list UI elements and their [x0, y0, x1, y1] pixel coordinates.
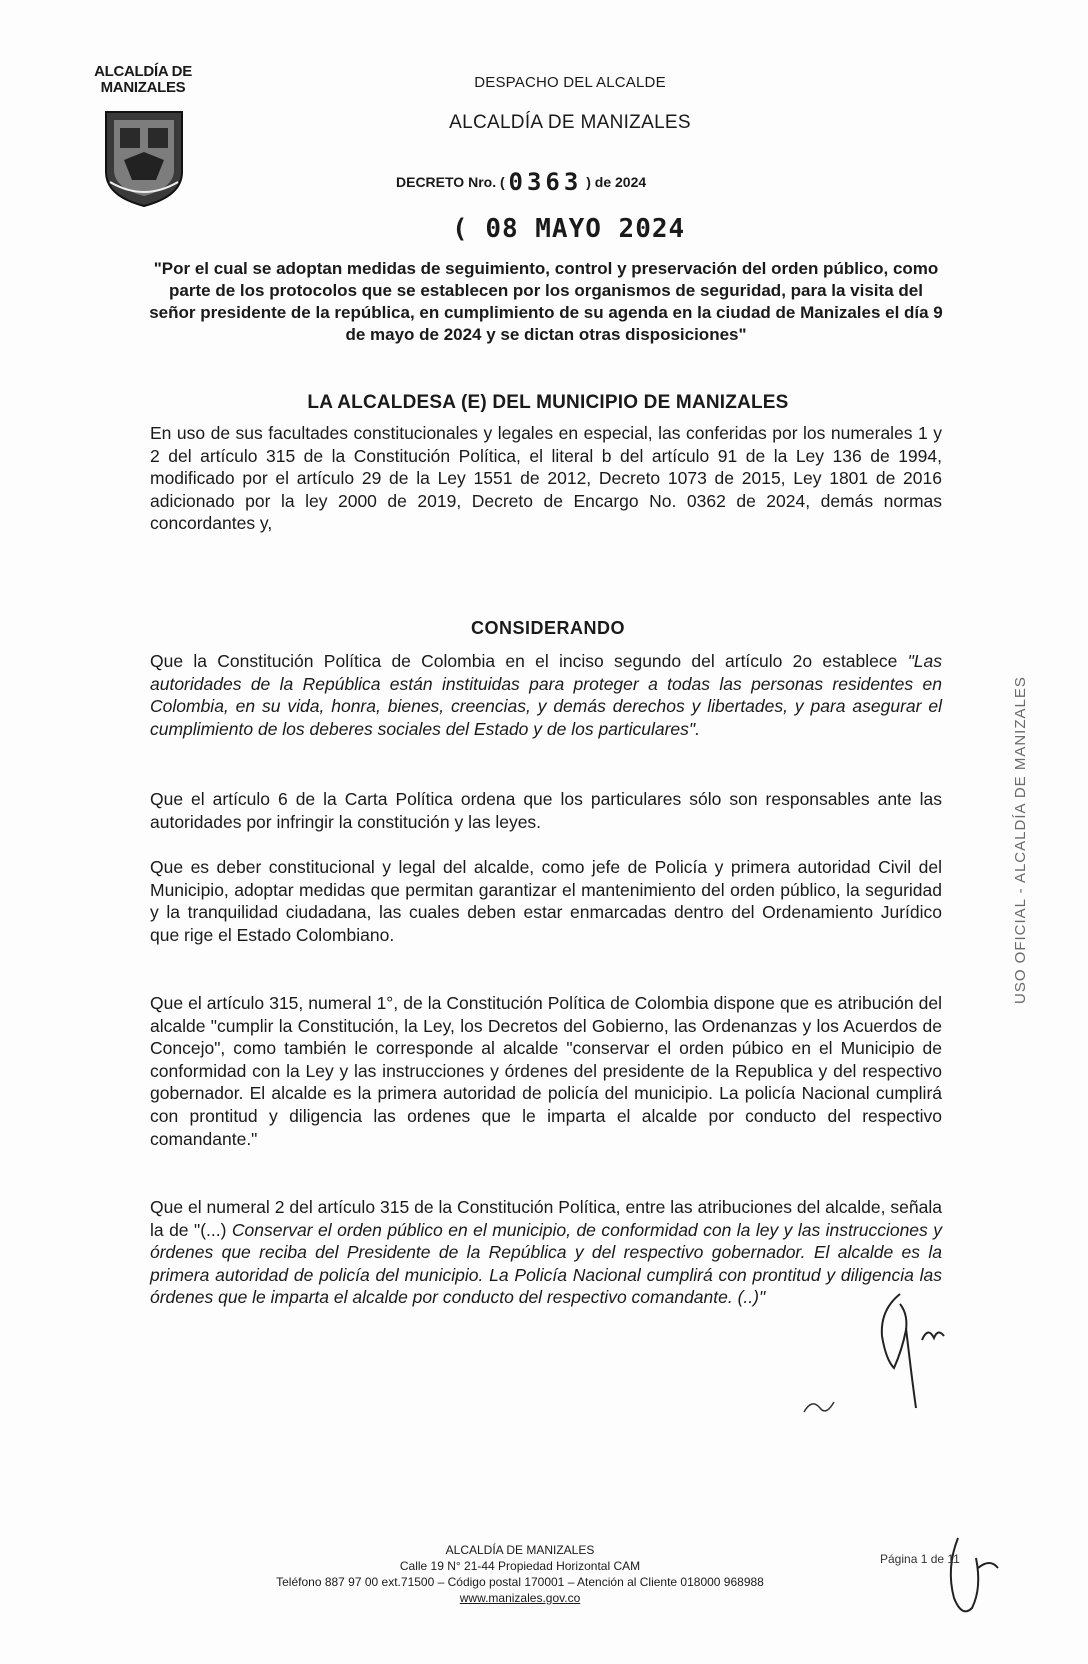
side-stamp: USO OFICIAL - ALCALDÍA DE MANIZALES [1012, 676, 1029, 1004]
paragraph-5 [150, 1196, 942, 1309]
intro-paragraph: En uso de sus facultades constitucionales y legales en especial, las conferidas por los numerales 1 y 2 del artículo 315 de la Constitución Política, el literal b del artículo 91 de la Ley 136 de 1994, modificado por el artículo 29 de la Ley 1551 de 2012, Decreto 1073 de 2015, Ley 1801 de 2016 adicionado por la ley 2000 de 2019, Decreto de Encargo No. 0362 de 2024, demás normas concordantes y, [150, 423, 942, 534]
date-stamp: ( 08 MAYO 2024 [452, 214, 686, 244]
paragraph-1-text: Que la Constitución Política de Colombia en el inciso segundo del artículo 2o establece [150, 651, 908, 671]
page-number: Página 1 de 11 [880, 1552, 960, 1566]
paragraph-4: Que el artículo 315, numeral 1°, de la Constitución Política de Colombia dispone que es atribución del alcalde "cumplir la Constitución, la Ley, los Decretos del Gobierno, las Ordenanzas y los Acuerdos de Concejo", como también le corresponde al alcalde "conservar el orden púbico en el Municipio de conformidad con la Ley y las instrucciones y órdenes del presidente de la Republica y del respectivo gobernador. El alcalde es la primera autoridad de policía del municipio. La policía Nacional cumplirá con prontitud y diligencia las ordenes que le imparta el alcalde por conducto del respectivo comandante." [150, 993, 942, 1149]
footer-website: www.manizales.gov.co [459, 1591, 581, 1605]
paragraph-3: Que es deber constitucional y legal del alcalde, como jefe de Policía y primera autoridad Civil del Municipio, adoptar medidas que permitan garantizar el mantenimiento del orden público, la seguridad y la tranquilidad ciudadana, las cuales deben estar enmarcadas dentro del Ordenamiento Jurídico que rige el Estado Colombiano. [150, 857, 942, 945]
footer-entity: ALCALDÍA DE MANIZALES [445, 1543, 595, 1557]
footer-address: Calle 19 N° 21-44 Propiedad Horizontal CAM [399, 1559, 641, 1573]
city-seal-icon [100, 108, 188, 208]
considerando-heading: CONSIDERANDO [470, 618, 625, 638]
paragraph-5-text: Que el numeral 2 del artículo 315 de la Constitución Política, entre las atribuciones del alcalde, señala la de "(...) [150, 1197, 942, 1240]
paragraph-1-quote: "Las autoridades de la República están instituidas para proteger a todas las personas residentes en Colombia, en su vida, honra, bienes, creencias, y demás derechos y libertades, y para asegurar el cumplimiento de los deberes sociales del Estado y de los particulares". [150, 651, 942, 739]
decree-prefix: DECRETO Nro. ( [396, 174, 505, 190]
initials-signature-icon [938, 1528, 1008, 1628]
decree-number-line [396, 168, 716, 196]
date-stamp-text: 08 MAYO 2024 [485, 214, 686, 244]
office-heading: DESPACHO DEL ALCALDE [474, 74, 666, 91]
paragraph-1 [150, 650, 942, 740]
decree-number: 0363 [508, 168, 583, 196]
paragraph-5-quote: Conservar el orden público en el municipio, de conformidad con la ley y las instrucciones y órdenes que reciba del Presidente de la República y del respectivo gobernador. El alcalde es la primera autoridad de policía del municipio. La Policía Nacional cumplirá con prontitud y diligencia las órdenes que le imparta el alcalde por conducto del respectivo comandante. (..)" [150, 1219, 942, 1308]
authority-heading: LA ALCALDESA (E) DEL MUNICIPIO DE MANIZALES [307, 392, 789, 413]
logo-text [88, 64, 198, 96]
handwritten-signature-icon [872, 1290, 992, 1420]
logo-line2: MANIZALES [100, 79, 186, 96]
decree-suffix: ) de 2024 [586, 174, 647, 190]
entity-heading: ALCALDÍA DE MANIZALES [449, 112, 691, 133]
footer-contact: Teléfono 887 97 00 ext.71500 – Código postal 170001 – Atención al Cliente 018000 968988 [276, 1575, 764, 1589]
decree-subject: "Por el cual se adoptan medidas de seguimiento, control y preservación del orden público, como parte de los protocolos que se establecen por los organismos de seguridad, para la visita del señor presidente de la república, en cumplimiento de su agenda en la ciudad de Manizales el día 9 de mayo de 2024 y se dictan otras disposiciones" [149, 259, 943, 344]
footer [240, 1542, 800, 1606]
small-mark-icon [800, 1394, 840, 1418]
logo-line1: ALCALDÍA DE [94, 63, 192, 80]
paragraph-2: Que el artículo 6 de la Carta Política ordena que los particulares sólo son responsables ante las autoridades por infringir la constitución y las leyes. [150, 789, 942, 832]
